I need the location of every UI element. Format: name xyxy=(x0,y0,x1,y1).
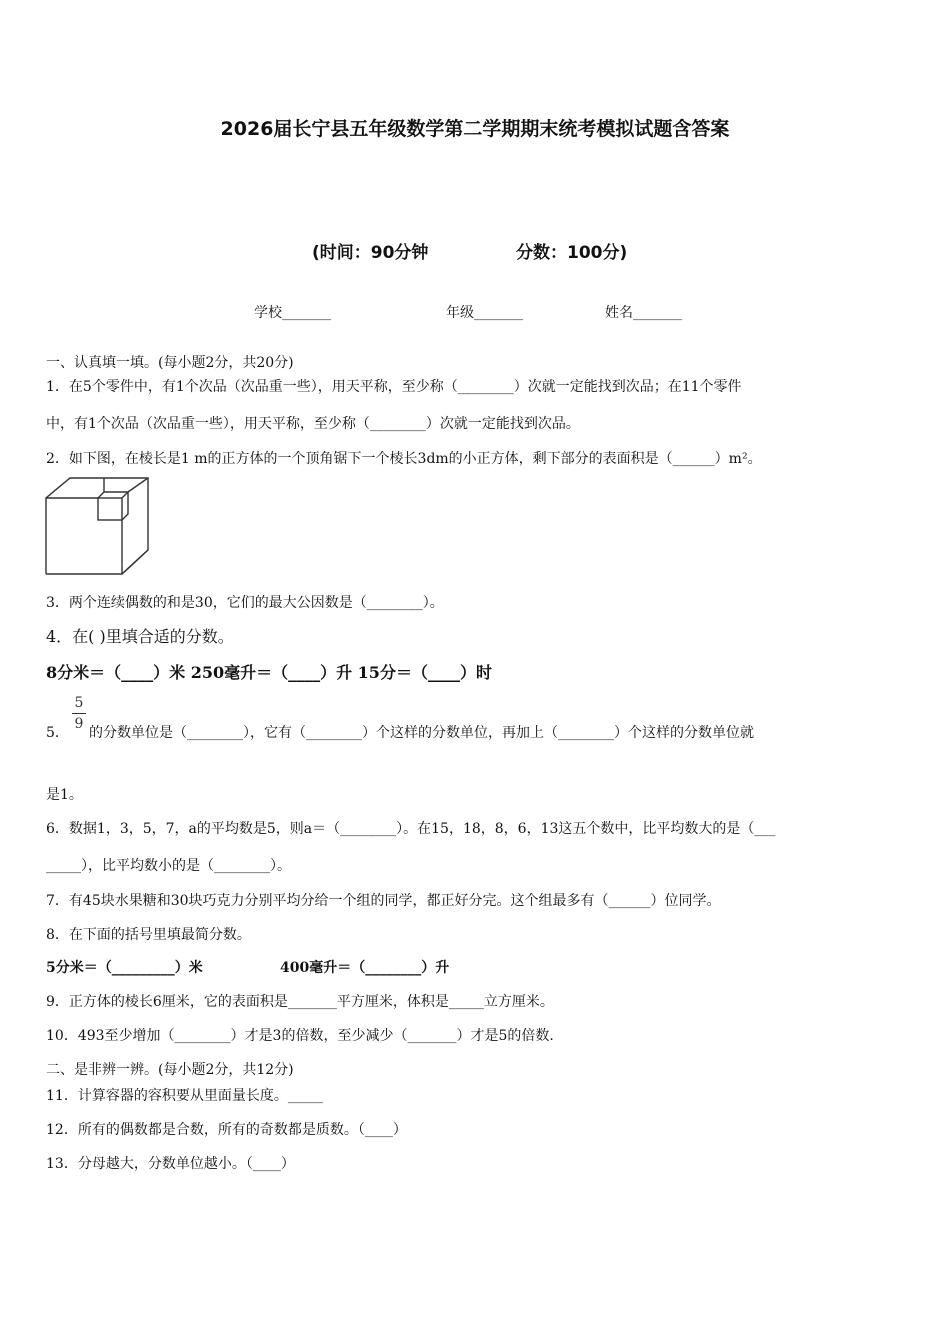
cut-cube-front-face xyxy=(98,498,122,520)
question-10-line-1: 10．493至少增加（________）才是3的倍数，至少减少（_______）才是5的倍数. xyxy=(46,1028,554,1044)
cut-cube-right-link xyxy=(128,478,148,492)
question-7-line-1: 7．有45块水果糖和30块巧克力分别平均分给一个组的同学，都正好分完。这个组最多有（______）位同学。 xyxy=(46,893,721,909)
cut-cube-top-edge xyxy=(122,492,128,498)
section-1-heading: 一、认真填一填。(每小题2分，共20分) xyxy=(46,355,294,371)
question-1-line-2: 中，有1个次品（次品重一些），用天平称，至少称（________）次就一定能找到次品。 xyxy=(46,416,580,432)
section-2-heading: 二、是非辨一辨。(每小题2分，共12分) xyxy=(46,1062,294,1078)
question-13-line-1: 13．分母越大，分数单位越小。（____） xyxy=(46,1156,295,1172)
grade-field: 年级_______ xyxy=(446,305,523,321)
cube-side-edge xyxy=(122,550,148,574)
school-field: 学校_______ xyxy=(254,305,331,321)
question-6-line-2: _____），比平均数小的是（________）。 xyxy=(46,858,291,874)
question-2-line-1: 2．如下图，在棱长是1 m的正方体的一个顶角锯下一个棱长3dm的小正方体，剩下部分的表面积是（______）m²。 xyxy=(46,451,762,467)
fraction-five-ninths xyxy=(72,694,86,733)
cube-outline xyxy=(46,478,148,574)
fraction-bar xyxy=(72,713,86,714)
cube-figure xyxy=(44,476,152,576)
question-8-part-1: 5分米＝（_________）米 xyxy=(46,960,203,976)
fraction-denominator: 9 xyxy=(74,716,84,732)
exam-time: (时间：90分钟 xyxy=(312,243,429,263)
question-11-line-1: 11．计算容器的容积要从里面量长度。_____ xyxy=(46,1088,323,1104)
question-5-line-2: 是1。 xyxy=(46,787,83,803)
question-6-line-1: 6．数据1，3，5，7，a的平均数是5，则a＝（________）。在15，18，8，6，13这五个数中，比平均数大的是（___ xyxy=(46,821,776,837)
fraction-numerator: 5 xyxy=(74,695,84,711)
question-9-line-1: 9．正方体的棱长6厘米，它的表面积是_______平方厘米，体积是_____立方厘米。 xyxy=(46,994,554,1010)
question-3-line-1: 3．两个连续偶数的和是30，它们的最大公因数是（________）。 xyxy=(46,595,444,611)
question-5-line-1: 的分数单位是（________），它有（________）个这样的分数单位，再加上（________）个这样的分数单位就 xyxy=(89,725,754,741)
page-title: 2026届长宁县五年级数学第二学期期末统考模拟试题含答案 xyxy=(220,118,730,140)
question-8-line-1: 8．在下面的括号里填最简分数。 xyxy=(46,927,251,943)
question-4-line-1: 4．在( )里填合适的分数。 xyxy=(46,627,234,646)
question-12-line-1: 12．所有的偶数都是合数，所有的奇数都是质数。（____） xyxy=(46,1122,407,1138)
question-5-number: 5． xyxy=(46,725,69,741)
exam-score: 分数：100分) xyxy=(516,243,628,263)
name-field: 姓名_______ xyxy=(605,305,682,321)
question-8-part-2: 400毫升＝（________）升 xyxy=(280,960,450,976)
question-4-line-2: 8分米＝（____）米 250毫升＝（____）升 15分＝（____）时 xyxy=(46,663,492,682)
question-1-line-1: 1．在5个零件中，有1个次品（次品重一些），用天平称，至少称（________）次就一定能找到次品；在11个零件 xyxy=(46,379,742,395)
